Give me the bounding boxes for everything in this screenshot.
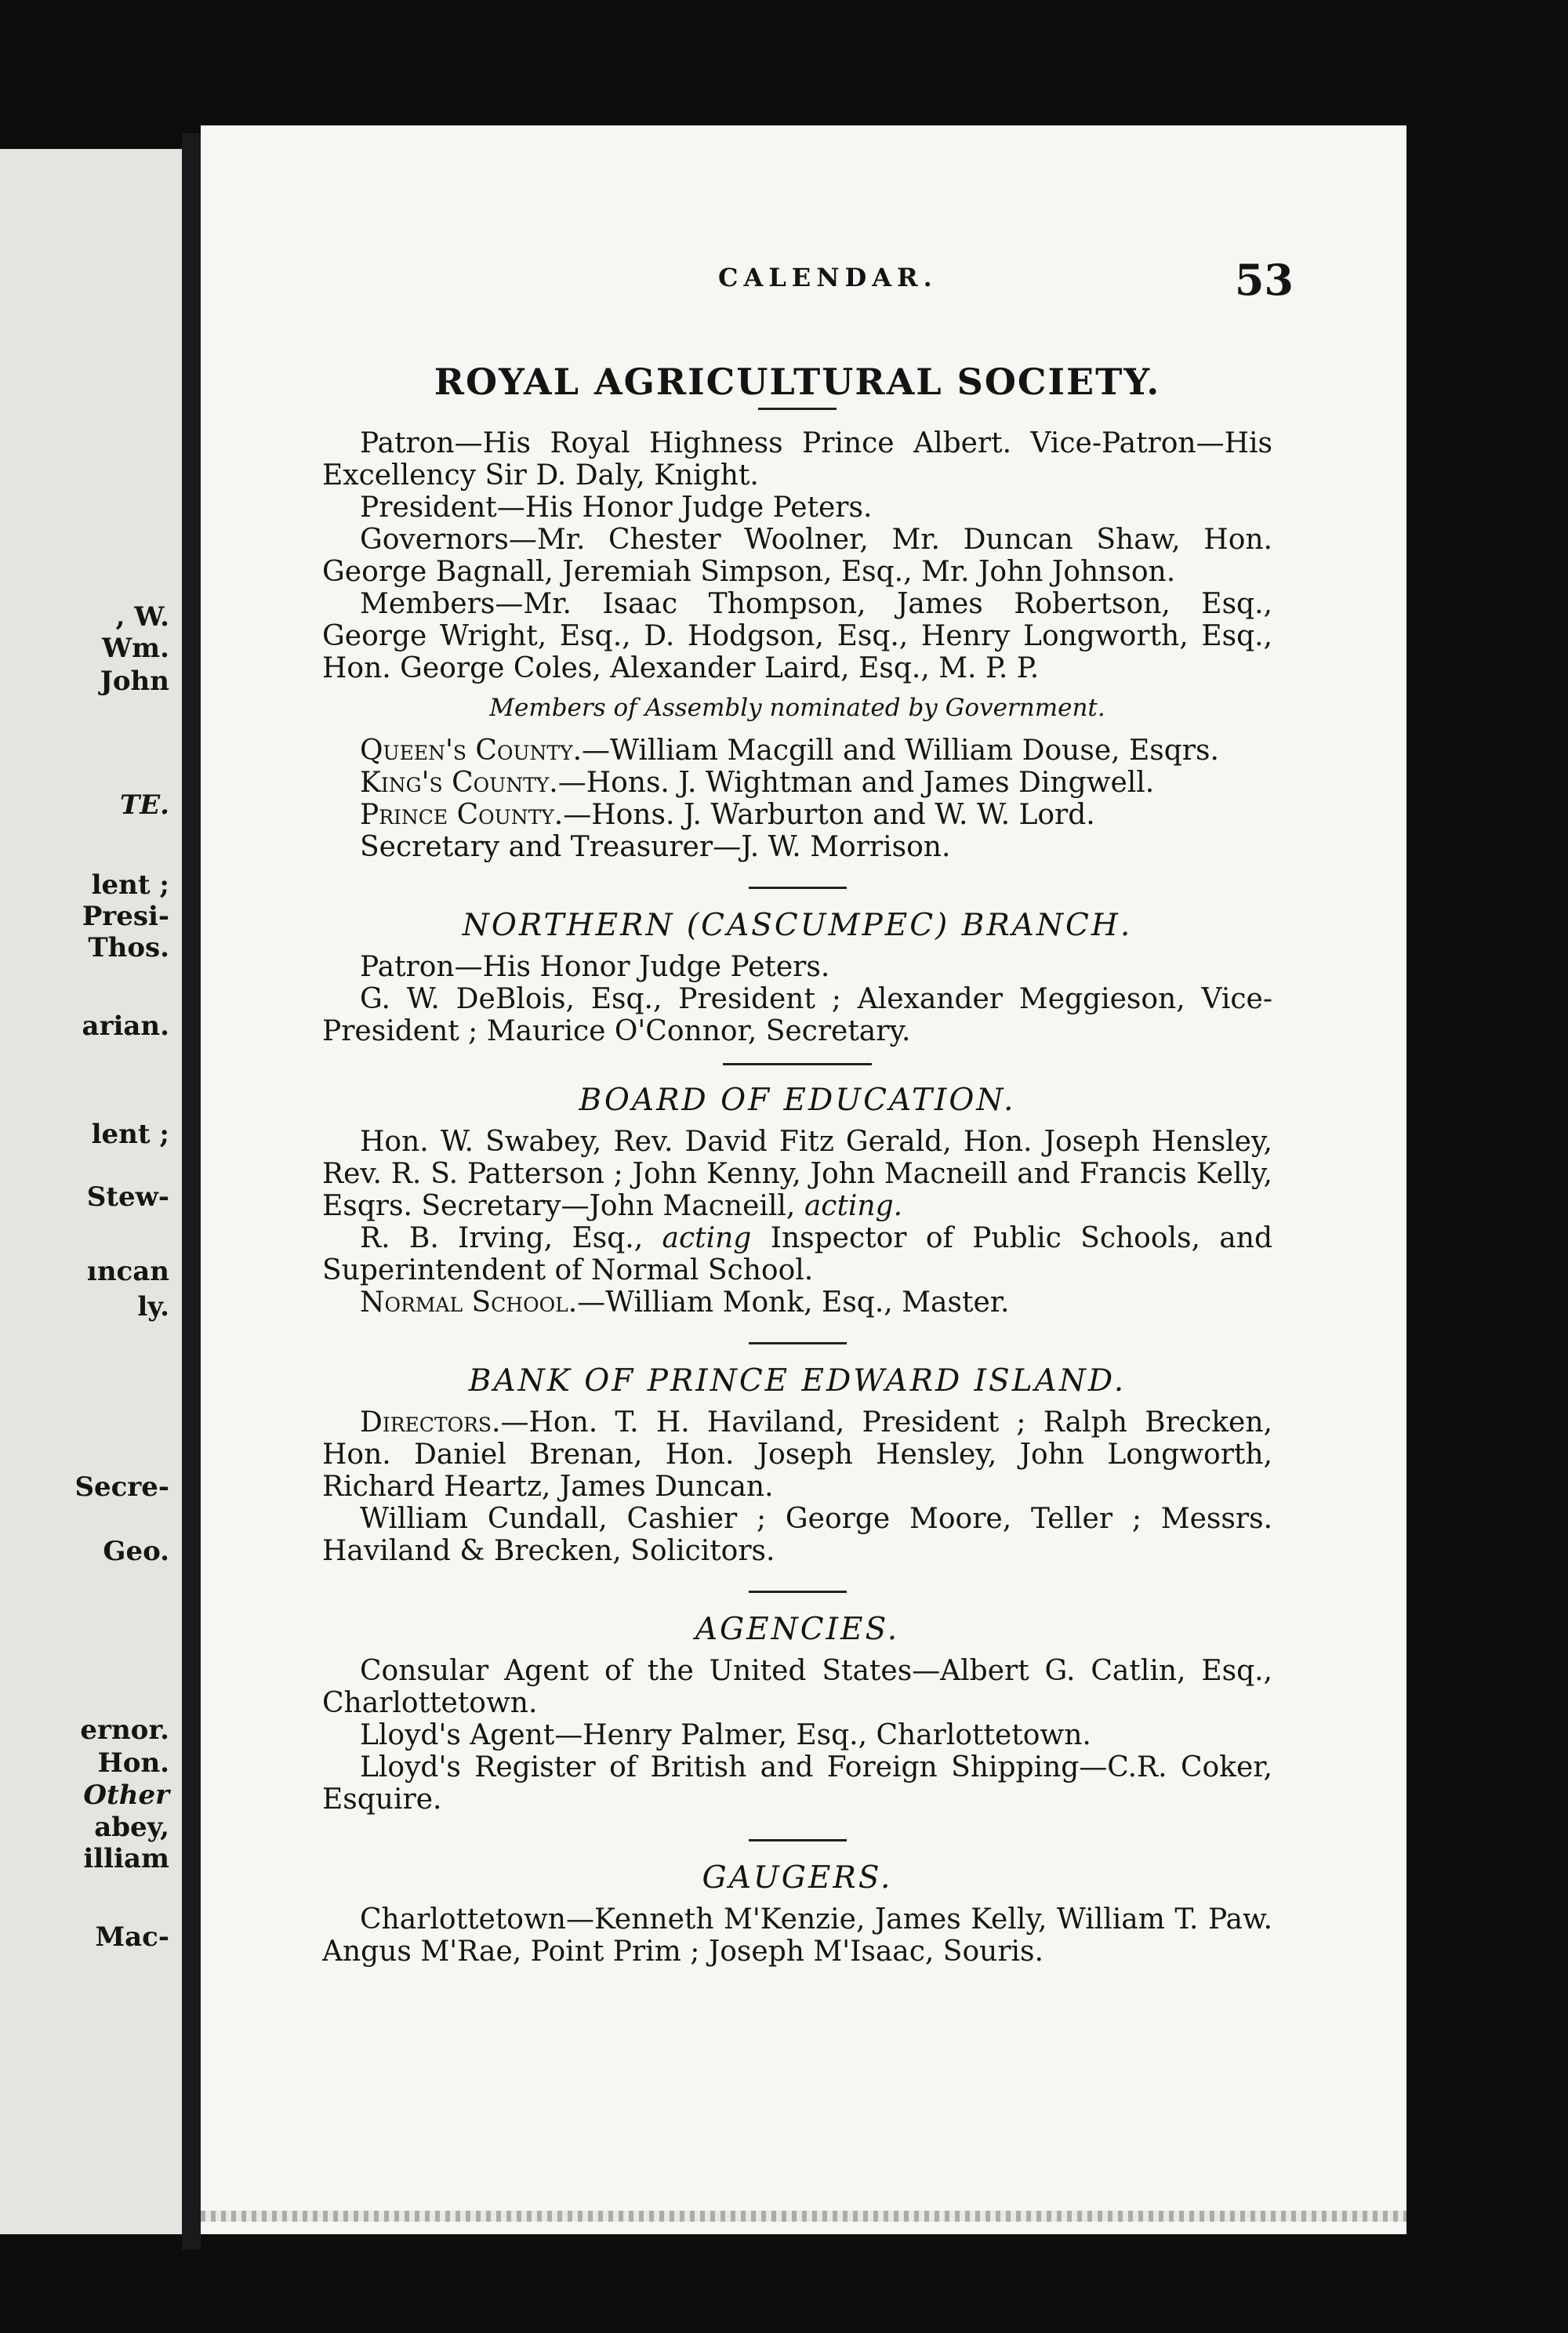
left-facing-page (0, 149, 182, 2234)
royal-members: Members—Mr. Isaac Thompson, James Robertson, Esq., George Wright, Esq., D. Hodgson, Esq., Henry Longworth, Esq., Hon. George Coles, Alexander Laird, Esq., M. P. P. (322, 588, 1272, 684)
lloyds-agent: Lloyd's Agent—Henry Palmer, Esq., Charlottetown. (360, 1719, 1091, 1751)
left-page-fragment: TE. (119, 789, 169, 821)
royal-governors: Governors—Mr. Chester Woolner, Mr. Duncan Shaw, Hon. George Bagnall, Jeremiah Simpson, Esq., Mr. John Johnson. (322, 524, 1272, 588)
queens-county-text: —William Macgill and William Douse, Esqrs. (582, 735, 1219, 767)
education-inspector (322, 1222, 1272, 1286)
page-number: 53 (1234, 255, 1294, 305)
left-page-fragment: lent ; (91, 1119, 169, 1150)
normal-school-text: —William Monk, Esq., Master. (577, 1286, 1010, 1319)
bank-title: BANK OF PRINCE EDWARD ISLAND. (468, 1363, 1127, 1399)
northern-patron: Patron—His Honor Judge Peters. (360, 951, 830, 983)
gaugers-title: GAUGERS. (702, 1860, 893, 1896)
agencies-title: AGENCIES. (695, 1612, 900, 1647)
normal-school-label: Normal School. (360, 1286, 578, 1319)
left-page-fragment: lent ; (91, 869, 169, 901)
education-members-text: Hon. W. Swabey, Rev. David Fitz Gerald, Hon. Joseph Hensley, Rev. R. S. Patterson ; John Kenny, John Macneill and Francis Kelly, Esqrs. Secretary—John Macneill, (322, 1126, 1272, 1222)
bank-directors-text: —Hon. T. H. Haviland, President ; Ralph Brecken, Hon. Daniel Brenan, Hon. Joseph Hensley, John Longworth, Richard Heartz, James Duncan. (322, 1406, 1272, 1503)
left-page-fragment: Presi- (82, 901, 169, 932)
divider (749, 1342, 847, 1344)
page-bottom-edge (201, 2211, 1406, 2222)
left-page-fragment: Hon. (97, 1747, 169, 1779)
left-page-fragment: Geo. (103, 1536, 169, 1567)
prince-county-text: —Hons. J. Warburton and W. W. Lord. (563, 799, 1095, 831)
page-text (322, 361, 1272, 1968)
queens-county-label: Queen's County. (360, 735, 583, 767)
inspector-role: Inspector of Public Schools, and Superintendent of Normal School. (322, 1222, 1272, 1286)
inspector-name: R. B. Irving, Esq., (360, 1222, 644, 1254)
divider (749, 1591, 847, 1593)
bank-officers: William Cundall, Cashier ; George Moore, Teller ; Messrs. Haviland & Brecken, Solicitors. (322, 1503, 1272, 1567)
left-page-fragment: ernor. (80, 1714, 169, 1746)
left-page-fragment: , W. (115, 601, 169, 633)
prince-county-line (322, 799, 1272, 831)
left-page-fragment: illiam (83, 1843, 169, 1874)
left-page-fragment: Wm. (102, 633, 169, 664)
northern-branch-title: NORTHERN (CASCUMPEC) BRANCH. (462, 908, 1133, 943)
divider (758, 408, 837, 410)
divider (723, 1063, 872, 1065)
running-head: CALENDAR. (718, 263, 938, 292)
lloyds-register: Lloyd's Register of British and Foreign Shipping—C.R. Coker, Esquire. (322, 1751, 1272, 1816)
bank-directors (322, 1406, 1272, 1503)
left-page-fragment: ly. (137, 1291, 169, 1323)
inspector-acting: acting (662, 1222, 752, 1254)
left-page-fragment: arian. (82, 1010, 169, 1042)
left-page-fragment: ıncan (86, 1256, 169, 1287)
kings-county-text: —Hons. J. Wightman and James Dingwell. (557, 767, 1155, 799)
gaugers-text: Charlottetown—Kenneth M'Kenzie, James Kelly, William T. Paw. Angus M'Rae, Point Prim ; Joseph M'Isaac, Souris. (322, 1903, 1272, 1968)
consular-agent: Consular Agent of the United States—Albert G. Catlin, Esq., Charlottetown. (322, 1655, 1272, 1719)
kings-county-label: King's County. (360, 767, 558, 799)
divider (749, 1839, 847, 1841)
royal-patron: Patron—His Royal Highness Prince Albert. Vice-Patron—His Excellency Sir D. Daly, Knight. (322, 427, 1272, 492)
royal-president: President—His Honor Judge Peters. (360, 492, 873, 524)
royal-society-title: ROYAL AGRICULTURAL SOCIETY. (434, 361, 1161, 403)
education-members (322, 1126, 1272, 1222)
board-of-education-title: BOARD OF EDUCATION. (579, 1083, 1016, 1118)
divider (749, 887, 847, 889)
left-page-fragment: Secre- (74, 1471, 169, 1503)
left-page-fragment: Other (83, 1780, 169, 1811)
queens-county-line (322, 735, 1272, 767)
left-page-fragment: Stew- (86, 1181, 169, 1213)
left-page-fragment: Thos. (88, 932, 169, 963)
normal-school-line (322, 1286, 1272, 1319)
page-gutter (182, 133, 201, 2250)
prince-county-label: Prince County. (360, 799, 564, 831)
education-acting-note: acting. (804, 1190, 903, 1222)
calendar-page (201, 125, 1406, 2234)
page-header (201, 255, 1406, 310)
assembly-members-heading: Members of Assembly nominated by Government. (489, 694, 1105, 722)
royal-secretary: Secretary and Treasurer—J. W. Morrison. (360, 831, 951, 863)
left-page-fragment: Mac- (95, 1921, 169, 1953)
left-page-fragment: abey, (94, 1812, 169, 1843)
northern-officers: G. W. DeBlois, Esq., President ; Alexander Meggieson, Vice-President ; Maurice O'Connor, Secretary. (322, 983, 1272, 1047)
bank-directors-label: Directors. (360, 1406, 501, 1439)
left-page-fragment: John (100, 666, 169, 697)
kings-county-line (322, 767, 1272, 799)
